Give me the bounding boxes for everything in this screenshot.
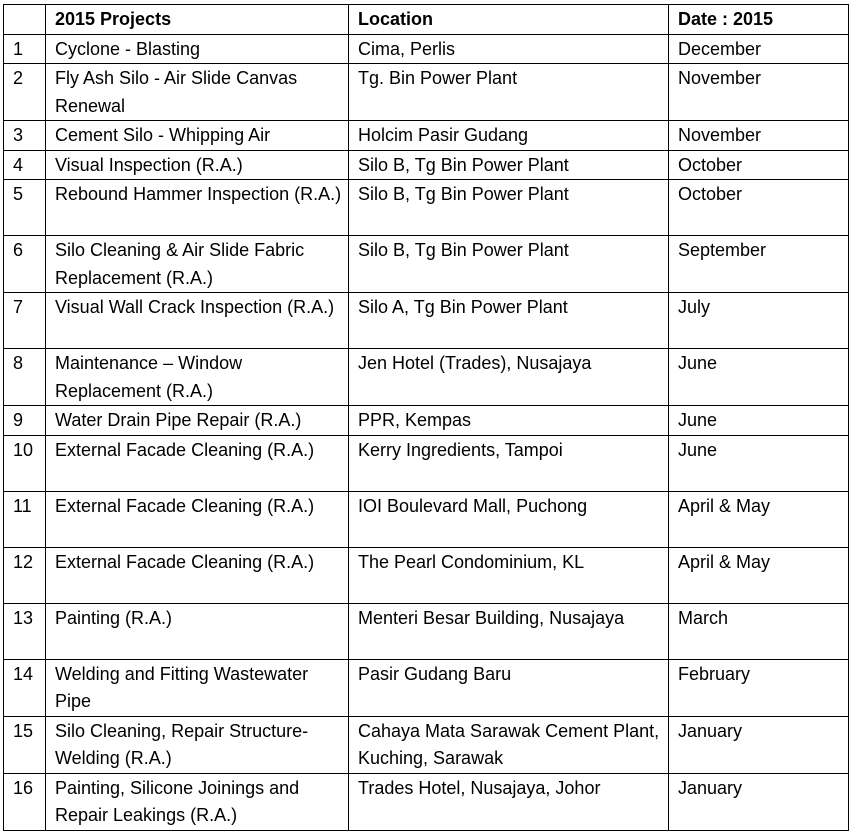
row-location: Kerry Ingredients, Tampoi <box>349 435 669 491</box>
row-number: 13 <box>4 603 46 659</box>
header-project: 2015 Projects <box>46 5 349 35</box>
row-number: 16 <box>4 773 46 830</box>
header-location: Location <box>349 5 669 35</box>
row-location: Holcim Pasir Gudang <box>349 121 669 151</box>
row-date: November <box>669 64 849 121</box>
row-date: March <box>669 603 849 659</box>
row-number: 2 <box>4 64 46 121</box>
row-number: 3 <box>4 121 46 151</box>
row-number: 4 <box>4 150 46 180</box>
table-row <box>4 180 849 236</box>
row-project: External Facade Cleaning (R.A.) <box>46 491 349 547</box>
row-location: Menteri Besar Building, Nusajaya <box>349 603 669 659</box>
row-location: Pasir Gudang Baru <box>349 659 669 716</box>
table-row <box>4 349 849 406</box>
header-date: Date : 2015 <box>669 5 849 35</box>
row-location: Silo B, Tg Bin Power Plant <box>349 236 669 293</box>
row-project: Maintenance – Window Replacement (R.A.) <box>46 349 349 406</box>
table-row <box>4 659 849 716</box>
table-row <box>4 716 849 773</box>
row-number: 12 <box>4 547 46 603</box>
row-date: November <box>669 121 849 151</box>
row-project: Water Drain Pipe Repair (R.A.) <box>46 406 349 436</box>
row-number: 9 <box>4 406 46 436</box>
row-location: Tg. Bin Power Plant <box>349 64 669 121</box>
row-date: February <box>669 659 849 716</box>
row-project: Visual Wall Crack Inspection (R.A.) <box>46 293 349 349</box>
row-date: December <box>669 34 849 64</box>
table-row <box>4 547 849 603</box>
row-project: Cyclone - Blasting <box>46 34 349 64</box>
row-project: Cement Silo - Whipping Air <box>46 121 349 151</box>
row-date: June <box>669 406 849 436</box>
row-project: External Facade Cleaning (R.A.) <box>46 547 349 603</box>
row-project: Rebound Hammer Inspection (R.A.) <box>46 180 349 236</box>
row-number: 15 <box>4 716 46 773</box>
row-location: Silo B, Tg Bin Power Plant <box>349 150 669 180</box>
row-location: Silo B, Tg Bin Power Plant <box>349 180 669 236</box>
row-project: Silo Cleaning & Air Slide Fabric Replacement (R.A.) <box>46 236 349 293</box>
row-date: January <box>669 716 849 773</box>
row-date: June <box>669 349 849 406</box>
table-row <box>4 64 849 121</box>
row-date: July <box>669 293 849 349</box>
row-number: 7 <box>4 293 46 349</box>
row-location: Jen Hotel (Trades), Nusajaya <box>349 349 669 406</box>
table-row <box>4 150 849 180</box>
row-location: IOI Boulevard Mall, Puchong <box>349 491 669 547</box>
header-number <box>4 5 46 35</box>
row-date: September <box>669 236 849 293</box>
row-date: October <box>669 180 849 236</box>
row-location: PPR, Kempas <box>349 406 669 436</box>
row-location: Cima, Perlis <box>349 34 669 64</box>
row-project: Painting (R.A.) <box>46 603 349 659</box>
row-project: External Facade Cleaning (R.A.) <box>46 435 349 491</box>
row-location: Cahaya Mata Sarawak Cement Plant, Kuching, Sarawak <box>349 716 669 773</box>
table-row <box>4 435 849 491</box>
row-date: October <box>669 150 849 180</box>
row-project: Fly Ash Silo - Air Slide Canvas Renewal <box>46 64 349 121</box>
row-date: January <box>669 773 849 830</box>
row-number: 10 <box>4 435 46 491</box>
header-row <box>4 5 849 35</box>
table-row <box>4 406 849 436</box>
row-date: April & May <box>669 547 849 603</box>
row-date: June <box>669 435 849 491</box>
row-project: Visual Inspection (R.A.) <box>46 150 349 180</box>
row-number: 14 <box>4 659 46 716</box>
table-row <box>4 491 849 547</box>
row-date: April & May <box>669 491 849 547</box>
row-project: Painting, Silicone Joinings and Repair Leakings (R.A.) <box>46 773 349 830</box>
row-number: 6 <box>4 236 46 293</box>
table-row <box>4 236 849 293</box>
table-row <box>4 603 849 659</box>
row-location: Trades Hotel, Nusajaya, Johor <box>349 773 669 830</box>
row-location: The Pearl Condominium, KL <box>349 547 669 603</box>
table-row <box>4 293 849 349</box>
row-location: Silo A, Tg Bin Power Plant <box>349 293 669 349</box>
row-number: 8 <box>4 349 46 406</box>
row-project: Welding and Fitting Wastewater Pipe <box>46 659 349 716</box>
table-row <box>4 34 849 64</box>
table-row <box>4 773 849 830</box>
row-number: 1 <box>4 34 46 64</box>
row-number: 11 <box>4 491 46 547</box>
table-row <box>4 121 849 151</box>
row-project: Silo Cleaning, Repair Structure- Welding (R.A.) <box>46 716 349 773</box>
row-number: 5 <box>4 180 46 236</box>
projects-table <box>3 4 849 831</box>
